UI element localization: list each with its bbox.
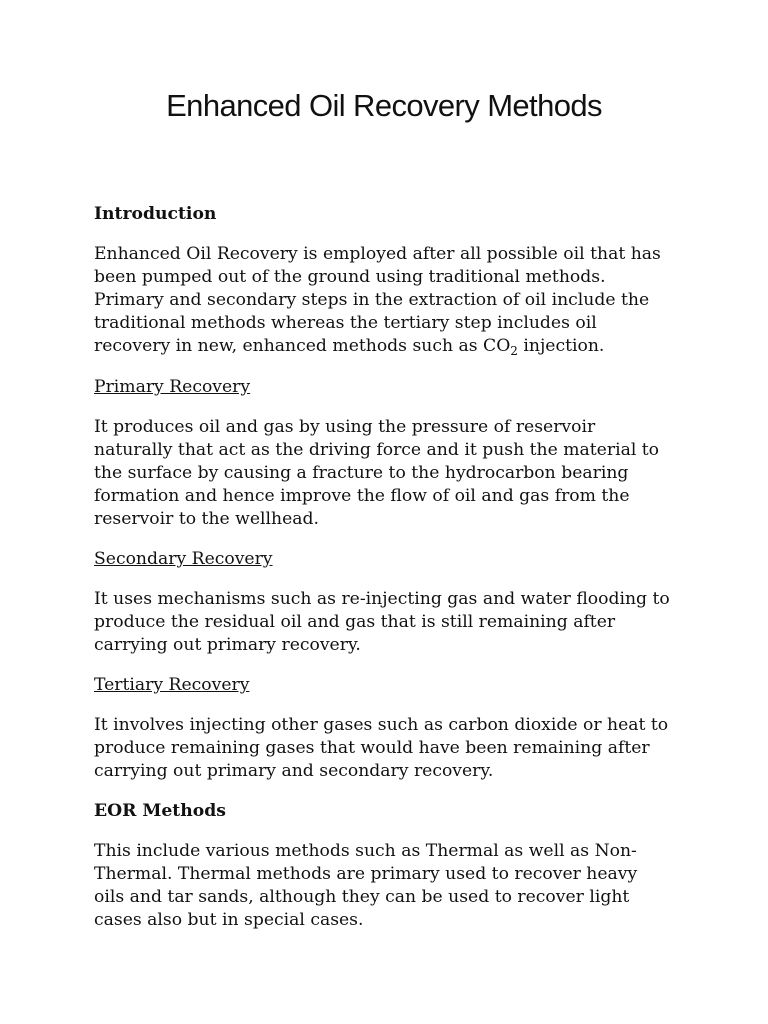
paragraph-line: carrying out primary and secondary recovery. <box>94 761 494 781</box>
paragraph-line: produce the residual oil and gas that is still remaining after <box>94 612 616 632</box>
document-title: Enhanced Oil Recovery Methods <box>166 88 602 123</box>
paragraph-line: the surface by causing a fracture to the hydrocarbon bearing <box>94 463 629 483</box>
line-end-text: injection. <box>517 336 605 356</box>
paragraph-line: Enhanced Oil Recovery is employed after all possible oil that has <box>94 244 661 264</box>
paragraph-line: This include various methods such as Thermal as well as Non- <box>94 841 637 861</box>
paragraph-line: been pumped out of the ground using traditional methods. <box>94 267 606 287</box>
tertiary-recovery-paragraph <box>94 714 694 783</box>
paragraph-line: It uses mechanisms such as re-injecting gas and water flooding to <box>94 589 670 609</box>
secondary-recovery-paragraph <box>94 588 694 657</box>
paragraph-line: traditional methods whereas the tertiary step includes oil <box>94 313 597 333</box>
paragraph-line: It produces oil and gas by using the pressure of reservoir <box>94 417 596 437</box>
tertiary-recovery-heading: Tertiary Recovery <box>94 675 250 695</box>
primary-recovery-paragraph <box>94 416 694 531</box>
paragraph-line-with-formula <box>94 335 694 359</box>
co2-subscript: 2 <box>510 344 518 358</box>
line-text: recovery in new, enhanced methods such as CO <box>94 336 511 356</box>
paragraph-line: naturally that act as the driving force and it push the material to <box>94 440 660 460</box>
eor-methods-paragraph <box>94 840 694 932</box>
paragraph-line: carrying out primary recovery. <box>94 635 361 655</box>
paragraph-line: oils and tar sands, although they can be used to recover light <box>94 887 630 907</box>
secondary-recovery-heading: Secondary Recovery <box>94 549 273 569</box>
paragraph-line: produce remaining gases that would have been remaining after <box>94 738 650 758</box>
paragraph-line: Primary and secondary steps in the extraction of oil include the <box>94 290 650 310</box>
paragraph-line: reservoir to the wellhead. <box>94 509 319 529</box>
paragraph-line: cases also but in special cases. <box>94 910 364 930</box>
paragraph-line: formation and hence improve the flow of oil and gas from the <box>94 486 630 506</box>
introduction-heading: Introduction <box>94 204 217 224</box>
introduction-paragraph <box>94 243 694 359</box>
paragraph-line: Thermal. Thermal methods are primary used to recover heavy <box>94 864 638 884</box>
paragraph-line: It involves injecting other gases such as carbon dioxide or heat to <box>94 715 669 735</box>
eor-methods-heading: EOR Methods <box>94 801 226 821</box>
document-body <box>94 203 694 949</box>
primary-recovery-heading: Primary Recovery <box>94 377 251 397</box>
